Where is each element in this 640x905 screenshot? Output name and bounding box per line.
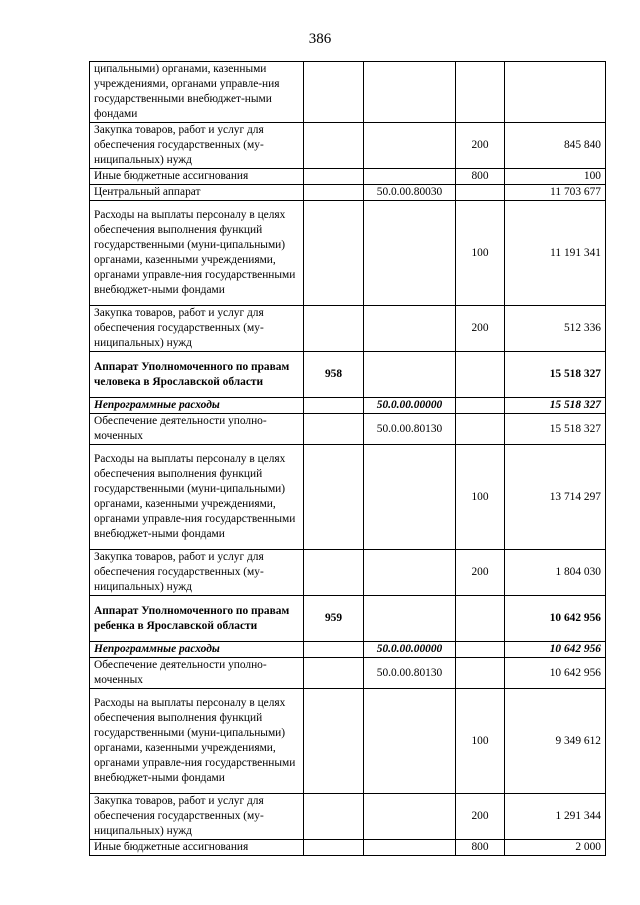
row-code-cell xyxy=(364,62,456,123)
row-name-cell: Непрограммные расходы xyxy=(90,398,304,414)
table-row xyxy=(90,185,606,201)
row-ministry-cell xyxy=(304,689,364,794)
table-row xyxy=(90,414,606,445)
row-name-cell: Закупка товаров, работ и услуг для обеспечения государственных (му-ниципальных) нужд xyxy=(90,794,304,840)
row-ministry-cell: 959 xyxy=(304,596,364,642)
row-ministry-cell xyxy=(304,414,364,445)
row-name-cell: Закупка товаров, работ и услуг для обеспечения государственных (му-ниципальных) нужд xyxy=(90,550,304,596)
row-code-cell xyxy=(364,445,456,550)
row-kind-cell: 100 xyxy=(456,689,505,794)
row-ministry-cell xyxy=(304,398,364,414)
row-name-cell: Закупка товаров, работ и услуг для обеспечения государственных (му-ниципальных) нужд xyxy=(90,123,304,169)
table-row xyxy=(90,306,606,352)
row-code-cell: 50.0.00.80130 xyxy=(364,414,456,445)
row-code-cell xyxy=(364,550,456,596)
row-name-cell: ципальными) органами, казенными учреждениями, органами управле-ния государственными внебюджет-ными фондами xyxy=(90,62,304,123)
table-row xyxy=(90,201,606,306)
row-code-cell xyxy=(364,352,456,398)
row-code-cell xyxy=(364,123,456,169)
row-amount-cell: 11 191 341 xyxy=(505,201,606,306)
row-code-cell xyxy=(364,306,456,352)
row-amount-cell: 15 518 327 xyxy=(505,352,606,398)
row-amount-cell: 10 642 956 xyxy=(505,642,606,658)
row-amount-cell: 2 000 xyxy=(505,840,606,856)
row-ministry-cell xyxy=(304,185,364,201)
row-kind-cell: 200 xyxy=(456,123,505,169)
row-kind-cell: 100 xyxy=(456,201,505,306)
row-kind-cell xyxy=(456,62,505,123)
row-code-cell: 50.0.00.00000 xyxy=(364,398,456,414)
row-ministry-cell xyxy=(304,169,364,185)
row-name-cell: Аппарат Уполномоченного по правам человека в Ярославской области xyxy=(90,352,304,398)
row-kind-cell: 800 xyxy=(456,840,505,856)
row-name-cell: Обеспечение деятельности уполно-моченных xyxy=(90,658,304,689)
row-kind-cell: 100 xyxy=(456,445,505,550)
row-code-cell xyxy=(364,689,456,794)
row-amount-cell: 15 518 327 xyxy=(505,414,606,445)
table-row xyxy=(90,398,606,414)
row-name-cell: Расходы на выплаты персоналу в целях обеспечения выполнения функций государственными (муни-ципальными) органами, казенными учреждениями, органами управле-ния государственными внебюджет-ными фондами xyxy=(90,445,304,550)
row-kind-cell: 800 xyxy=(456,169,505,185)
row-name-cell: Расходы на выплаты персоналу в целях обеспечения выполнения функций государственными (муни-ципальными) органами, казенными учреждениями, органами управле-ния государственными внебюджет-ными фондами xyxy=(90,201,304,306)
row-name-cell: Закупка товаров, работ и услуг для обеспечения государственных (му-ниципальных) нужд xyxy=(90,306,304,352)
page-number: 386 xyxy=(308,31,332,47)
row-amount-cell: 10 642 956 xyxy=(505,596,606,642)
row-name-cell: Обеспечение деятельности уполно-моченных xyxy=(90,414,304,445)
table-row xyxy=(90,123,606,169)
row-amount-cell: 512 336 xyxy=(505,306,606,352)
row-kind-cell xyxy=(456,185,505,201)
row-name-cell: Иные бюджетные ассигнования xyxy=(90,169,304,185)
row-ministry-cell xyxy=(304,445,364,550)
row-ministry-cell xyxy=(304,840,364,856)
row-ministry-cell xyxy=(304,794,364,840)
table-row xyxy=(90,445,606,550)
row-ministry-cell xyxy=(304,642,364,658)
row-ministry-cell xyxy=(304,201,364,306)
row-code-cell xyxy=(364,840,456,856)
row-amount-cell: 1 291 344 xyxy=(505,794,606,840)
row-kind-cell xyxy=(456,398,505,414)
table-row xyxy=(90,642,606,658)
table-row xyxy=(90,794,606,840)
row-kind-cell xyxy=(456,596,505,642)
row-name-cell: Расходы на выплаты персоналу в целях обеспечения выполнения функций государственными (муни-ципальными) органами, казенными учреждениями, органами управле-ния государственными внебюджет-ными фондами xyxy=(90,689,304,794)
row-amount-cell xyxy=(505,62,606,123)
row-ministry-cell: 958 xyxy=(304,352,364,398)
row-code-cell xyxy=(364,596,456,642)
table-row xyxy=(90,840,606,856)
row-amount-cell: 10 642 956 xyxy=(505,658,606,689)
row-name-cell: Аппарат Уполномоченного по правам ребенка в Ярославской области xyxy=(90,596,304,642)
row-name-cell: Непрограммные расходы xyxy=(90,642,304,658)
row-code-cell: 50.0.00.00000 xyxy=(364,642,456,658)
row-kind-cell xyxy=(456,658,505,689)
budget-table-body xyxy=(90,62,606,856)
table-row xyxy=(90,352,606,398)
table-row xyxy=(90,596,606,642)
row-kind-cell xyxy=(456,414,505,445)
row-amount-cell: 845 840 xyxy=(505,123,606,169)
row-kind-cell: 200 xyxy=(456,550,505,596)
row-name-cell: Центральный аппарат xyxy=(90,185,304,201)
table-row xyxy=(90,689,606,794)
row-ministry-cell xyxy=(304,550,364,596)
row-ministry-cell xyxy=(304,62,364,123)
row-kind-cell: 200 xyxy=(456,306,505,352)
row-amount-cell: 11 703 677 xyxy=(505,185,606,201)
budget-table xyxy=(89,61,606,856)
row-code-cell xyxy=(364,794,456,840)
row-amount-cell: 100 xyxy=(505,169,606,185)
table-row xyxy=(90,62,606,123)
row-name-cell: Иные бюджетные ассигнования xyxy=(90,840,304,856)
row-code-cell: 50.0.00.80130 xyxy=(364,658,456,689)
row-code-cell xyxy=(364,169,456,185)
row-kind-cell xyxy=(456,642,505,658)
row-code-cell: 50.0.00.80030 xyxy=(364,185,456,201)
row-kind-cell xyxy=(456,352,505,398)
row-ministry-cell xyxy=(304,123,364,169)
table-row xyxy=(90,550,606,596)
row-amount-cell: 1 804 030 xyxy=(505,550,606,596)
row-kind-cell: 200 xyxy=(456,794,505,840)
row-amount-cell: 15 518 327 xyxy=(505,398,606,414)
row-amount-cell: 13 714 297 xyxy=(505,445,606,550)
row-code-cell xyxy=(364,201,456,306)
row-amount-cell: 9 349 612 xyxy=(505,689,606,794)
row-ministry-cell xyxy=(304,658,364,689)
row-ministry-cell xyxy=(304,306,364,352)
table-row xyxy=(90,658,606,689)
table-row xyxy=(90,169,606,185)
